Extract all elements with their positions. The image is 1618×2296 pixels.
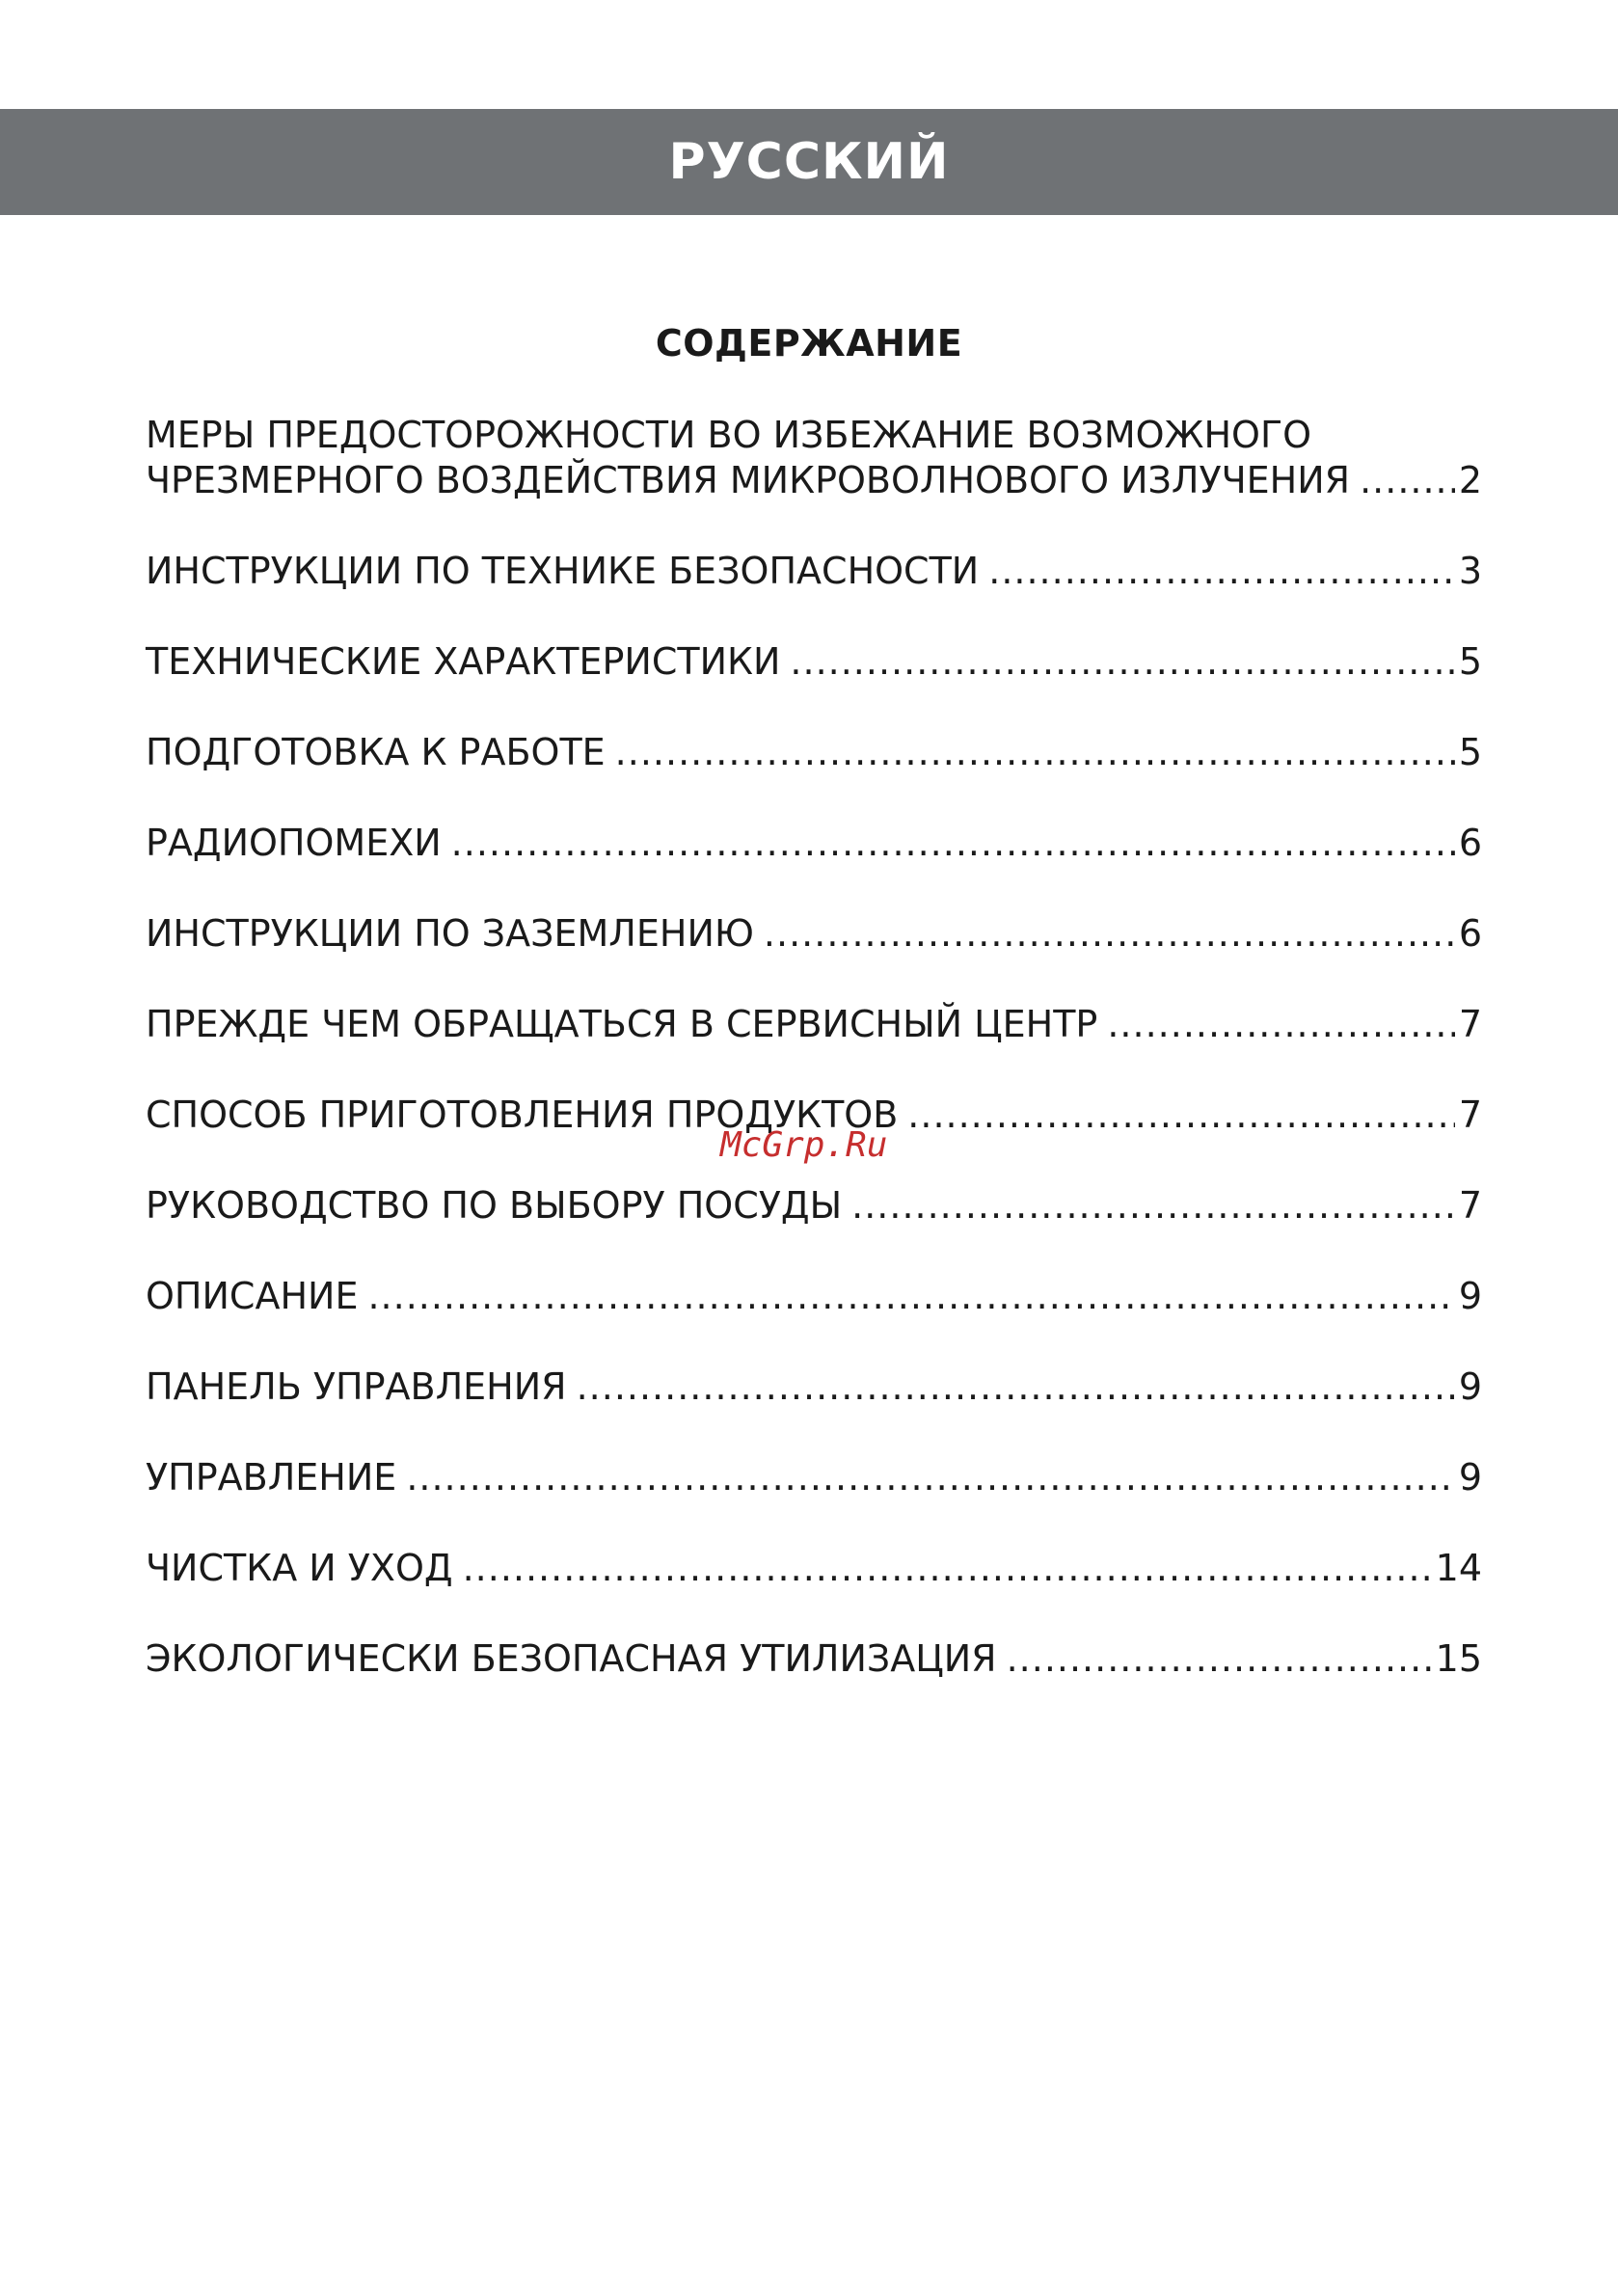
dot-leader — [1007, 1636, 1432, 1682]
toc-entry-grounding — [146, 911, 1482, 957]
dot-leader — [1107, 1002, 1454, 1047]
toc-entry-title: РУКОВОДСТВО ПО ВЫБОРУ ПОСУДЫ — [146, 1184, 843, 1227]
toc-entry-title: СПОСОБ ПРИГОТОВЛЕНИЯ ПРОДУКТОВ — [146, 1094, 899, 1136]
toc-entry-radio-interference — [146, 821, 1482, 866]
dot-leader — [1360, 458, 1455, 503]
toc-page-number: 9 — [1458, 1456, 1482, 1499]
language-title: РУССКИЙ — [668, 133, 950, 191]
toc-page-number: 6 — [1458, 822, 1482, 864]
toc-page-number: 9 — [1458, 1365, 1482, 1408]
toc-entry-title: РАДИОПОМЕХИ — [146, 822, 442, 864]
dot-leader — [406, 1455, 1455, 1500]
toc-page-number: 7 — [1458, 1003, 1482, 1045]
language-banner — [0, 109, 1618, 215]
toc-entry-title: ИНСТРУКЦИИ ПО ТЕХНИКЕ БЕЗОПАСНОСТИ — [146, 550, 980, 592]
toc-entry-preparation — [146, 730, 1482, 775]
watermark: McGrp.Ru — [720, 1125, 888, 1165]
toc-page-number: 6 — [1458, 912, 1482, 955]
dot-leader — [615, 730, 1455, 775]
toc-line-second — [146, 458, 1482, 503]
toc-entry-title-continued: ЧРЕЗМЕРНОГО ВОЗДЕЙСТВИЯ МИКРОВОЛНОВОГО ИЗЛУЧЕНИЯ — [146, 459, 1351, 501]
toc-page-number: 7 — [1458, 1184, 1482, 1227]
toc-entry-title: ОПИСАНИЕ — [146, 1275, 359, 1317]
toc-entry-description — [146, 1274, 1482, 1319]
toc-entry-title: ЭКОЛОГИЧЕСКИ БЕЗОПАСНАЯ УТИЛИЗАЦИЯ — [146, 1637, 997, 1680]
toc-entry-specifications — [146, 639, 1482, 685]
toc-entry-title: УПРАВЛЕНИЕ — [146, 1456, 397, 1499]
dot-leader — [851, 1183, 1455, 1229]
toc-entry-safety-instructions — [146, 549, 1482, 594]
toc-entry-disposal — [146, 1636, 1482, 1682]
dot-leader — [764, 911, 1455, 957]
toc-entry-title: ИНСТРУКЦИИ ПО ЗАЗЕМЛЕНИЮ — [146, 912, 754, 955]
dot-leader — [790, 639, 1454, 685]
toc-entry-title: ПОДГОТОВКА К РАБОТЕ — [146, 731, 606, 773]
toc-entry-title: ТЕХНИЧЕСКИЕ ХАРАКТЕРИСТИКИ — [146, 640, 781, 683]
toc-entry-cleaning — [146, 1546, 1482, 1591]
toc-entry-title: ЧИСТКА И УХОД — [146, 1547, 453, 1589]
toc-entry-operation — [146, 1455, 1482, 1500]
dot-leader — [907, 1093, 1455, 1138]
dot-leader — [451, 821, 1455, 866]
toc-entry-service-center — [146, 1002, 1482, 1047]
toc-page-number: 9 — [1458, 1275, 1482, 1317]
toc-page-number: 15 — [1435, 1637, 1482, 1680]
toc-entry-title: ПРЕЖДЕ ЧЕМ ОБРАЩАТЬСЯ В СЕРВИСНЫЙ ЦЕНТР — [146, 1003, 1098, 1045]
toc-line-first — [146, 413, 1482, 458]
toc-entry-control-panel — [146, 1364, 1482, 1410]
toc-entry-cookware-guide — [146, 1183, 1482, 1229]
toc-page-number: 5 — [1458, 640, 1482, 683]
toc-page-number: 7 — [1458, 1094, 1482, 1136]
toc-page-number: 14 — [1435, 1547, 1482, 1589]
table-of-contents — [146, 413, 1482, 1727]
toc-entry-title: ПАНЕЛЬ УПРАВЛЕНИЯ — [146, 1365, 567, 1408]
contents-heading: СОДЕРЖАНИЕ — [655, 322, 963, 365]
toc-entry-microwave-precautions — [146, 413, 1482, 503]
dot-leader — [367, 1274, 1454, 1319]
dot-leader — [463, 1546, 1432, 1591]
toc-entry-title: МЕРЫ ПРЕДОСТОРОЖНОСТИ ВО ИЗБЕЖАНИЕ ВОЗМОЖНОГО — [146, 414, 1312, 456]
toc-page-number: 3 — [1458, 550, 1482, 592]
toc-page-number: 5 — [1458, 731, 1482, 773]
dot-leader — [988, 549, 1455, 594]
toc-page-number: 2 — [1458, 459, 1482, 501]
dot-leader — [577, 1364, 1455, 1410]
